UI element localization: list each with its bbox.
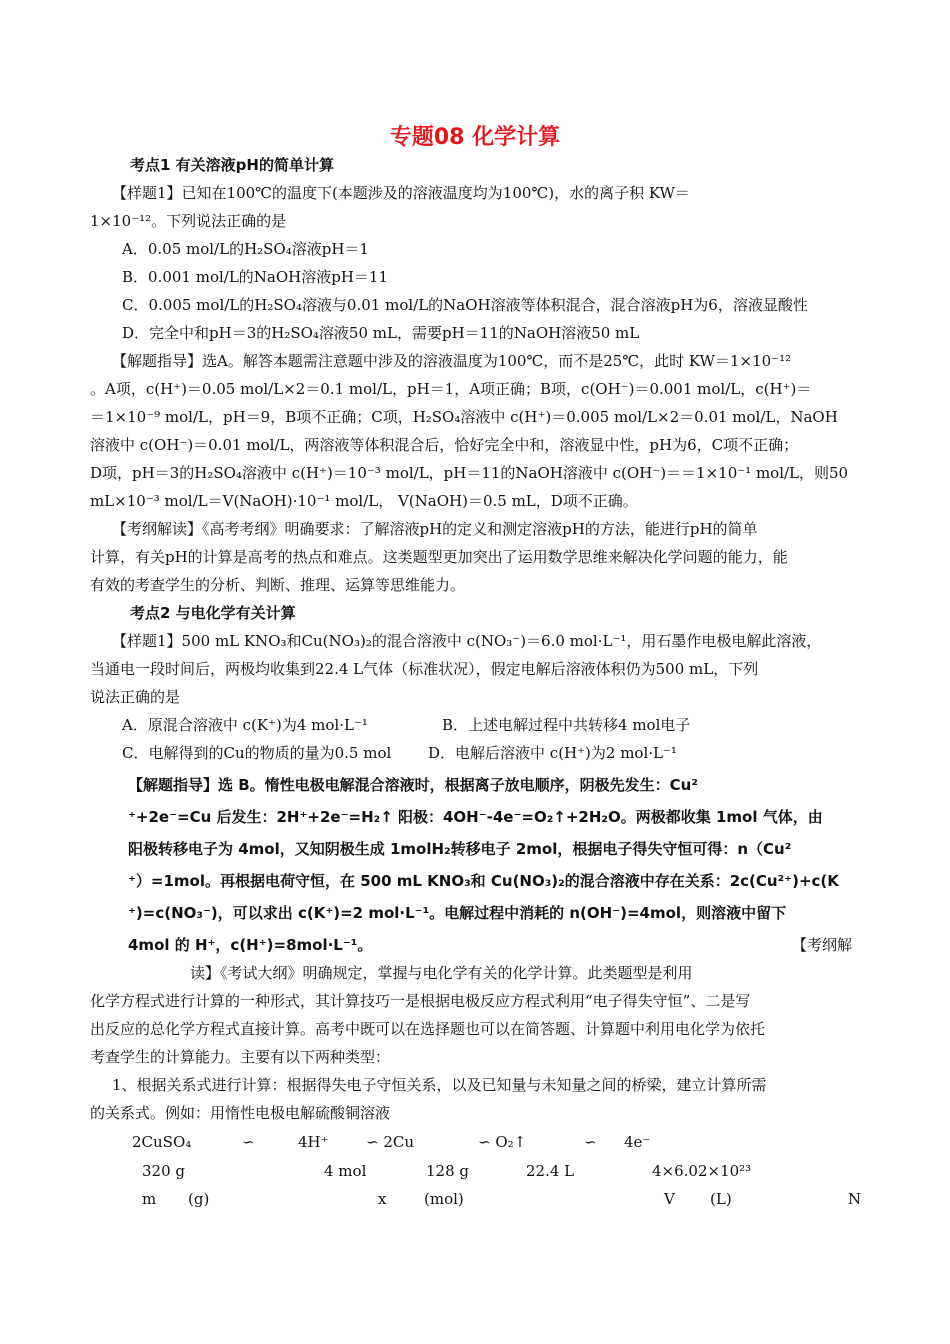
table-cell: m <box>142 1190 157 1208</box>
guide-line: 阳极转移电子为 4mol，又知阴极生成 1molH₂转移电子 2mol，根据电子得失守恒可得：n（Cu² <box>128 840 792 858</box>
table-cell: 4 mol <box>324 1162 367 1180</box>
table-cell: ∽ 2Cu <box>366 1133 415 1151</box>
table-cell: 4×6.02×10²³ <box>652 1162 752 1180</box>
option-c: C．0.005 mol/L的H₂SO₄溶液与0.01 mol/L的NaOH溶液等体积混合，混合溶液pH为6，溶液显酸性 <box>122 296 808 314</box>
text-line: 有效的考查学生的分析、判断、推理、运算等思维能力。 <box>90 576 466 594</box>
guide-line: ⁺)=c(NO₃⁻)，可以求出 c(K⁺)=2 mol·L⁻¹。电解过程中消耗的 n(OH⁻)=4mol，则溶液中留下 <box>128 904 787 922</box>
table-cell: 4H⁺ <box>298 1133 329 1151</box>
table-cell: ∽ <box>242 1133 255 1151</box>
section1-heading: 考点1 有关溶液pH的简单计算 <box>130 156 334 174</box>
reading-line: 读】《考试大纲》明确规定，掌握与电化学有关的化学计算。此类题型是利用 <box>190 964 693 982</box>
text-line: 说法正确的是 <box>90 688 181 706</box>
option-d: D．完全中和pH＝3的H₂SO₄溶液50 mL，需要pH＝11的NaOH溶液50 mL <box>122 324 640 342</box>
text-line: 【样题1】已知在100℃的温度下(本题涉及的溶液温度均为100℃)，水的离子积 KW＝ <box>112 184 690 202</box>
table-cell: 22.4 L <box>526 1162 575 1180</box>
table-cell: 128 g <box>426 1162 470 1180</box>
guide-line: 【考纲解 <box>792 936 853 954</box>
option-a: A．0.05 mol/L的H₂SO₄溶液pH＝1 <box>122 240 369 258</box>
guide-line: 4mol 的 H⁺，c(H⁺)=8mol·L⁻¹。 <box>128 936 373 954</box>
text-line: 【样题1】500 mL KNO₃和Cu(NO₃)₂的混合溶液中 c(NO₃⁻)＝6.0 mol·L⁻¹，用石墨作电极电解此溶液， <box>112 632 822 650</box>
text-line: ＝1×10⁻⁹ mol/L，pH＝9，B项不正确；C项，H₂SO₄溶液中 c(H⁺)＝0.005 mol/L×2＝0.01 mol/L，NaOH <box>90 408 838 426</box>
reading-line: 的关系式。例如：用惰性电极电解硫酸铜溶液 <box>90 1104 391 1122</box>
page-title: 专题08 化学计算 <box>389 125 561 150</box>
text-line: 当通电一段时间后，两极均收集到22.4 L气体（标准状况），假定电解后溶液体积仍为500 mL，下列 <box>90 660 759 678</box>
text-line: 计算，有关pH的计算是高考的热点和难点。这类题型更加突出了运用数学思维来解决化学问题的能力，能 <box>90 548 788 566</box>
reading-line: 化学方程式进行计算的一种形式，其计算技巧一是根据电极反应方程式利用“电子得失守恒”、二是写 <box>90 992 751 1010</box>
option-a: A．原混合溶液中 c(K⁺)为4 mol·L⁻¹ <box>122 716 368 734</box>
reading-line: 1、根据关系式进行计算：根据得失电子守恒关系，以及已知量与未知量之间的桥梁，建立计算所需 <box>112 1076 767 1094</box>
option-c: C．电解得到的Cu的物质的量为0.5 mol <box>122 744 392 762</box>
table-cell: 4e⁻ <box>624 1133 651 1151</box>
text-line: 溶液中 c(OH⁻)＝0.01 mol/L，两溶液等体积混合后，恰好完全中和，溶液显中性，pH为6，C项不正确； <box>90 436 799 454</box>
text-line: mL×10⁻³ mol/L＝V(NaOH)·10⁻¹ mol/L， V(NaOH)＝0.5 mL，D项不正确。 <box>90 492 638 510</box>
guide-line: 【解题指导】选 B。惰性电极电解混合溶液时，根据离子放电顺序，阴极先发生：Cu² <box>128 776 698 794</box>
table-cell: ∽ O₂↑ <box>478 1133 527 1151</box>
option-b: B．0.001 mol/L的NaOH溶液pH＝11 <box>122 268 389 286</box>
text-line: D项，pH＝3的H₂SO₄溶液中 c(H⁺)＝10⁻³ mol/L，pH＝11的NaOH溶液中 c(OH⁻)＝＝1×10⁻¹ mol/L，则50 <box>90 464 849 482</box>
guide-line: ⁺+2e⁻=Cu 后发生：2H⁺+2e⁻=H₂↑ 阳极：4OH⁻-4e⁻=O₂↑+2H₂O。两极都收集 1mol 气体，由 <box>128 808 823 826</box>
table-cell: x <box>378 1190 387 1208</box>
option-b: B．上述电解过程中共转移4 mol电子 <box>442 716 691 734</box>
reading-line: 考查学生的计算能力。主要有以下两种类型： <box>90 1048 391 1066</box>
text-line: 1×10⁻¹²。下列说法正确的是 <box>90 212 287 230</box>
section2-heading: 考点2 与电化学有关计算 <box>130 604 296 622</box>
guide-line: ⁺）=1mol。再根据电荷守恒，在 500 mL KNO₃和 Cu(NO₃)₂的混合溶液中存在关系：2c(Cu²⁺)+c(K <box>128 872 839 890</box>
table-cell: ∽ <box>584 1133 597 1151</box>
option-d: D．电解后溶液中 c(H⁺)为2 mol·L⁻¹ <box>428 744 677 762</box>
table-cell: (mol) <box>424 1190 464 1208</box>
table-cell: N <box>848 1190 862 1208</box>
table-cell: 2CuSO₄ <box>132 1133 192 1151</box>
table-cell: 320 g <box>142 1162 186 1180</box>
table-cell: (g) <box>188 1190 210 1208</box>
text-line: 。A项，c(H⁺)＝0.05 mol/L×2＝0.1 mol/L，pH＝1，A项正确；B项，c(OH⁻)＝0.001 mol/L，c(H⁺)＝ <box>90 380 812 398</box>
reading-line: 出反应的总化学方程式直接计算。高考中既可以在选择题也可以在简答题、计算题中利用电化学为依托 <box>90 1020 766 1038</box>
text-line: 【解题指导】选A。解答本题需注意题中涉及的溶液温度为100℃，而不是25℃，此时 KW＝1×10⁻¹² <box>112 352 792 370</box>
text-line: 【考纲解读】《高考考纲》明确要求：了解溶液pH的定义和测定溶液pH的方法，能进行pH的简单 <box>112 520 758 538</box>
table-cell: V <box>664 1190 675 1208</box>
table-cell: (L) <box>710 1190 732 1208</box>
